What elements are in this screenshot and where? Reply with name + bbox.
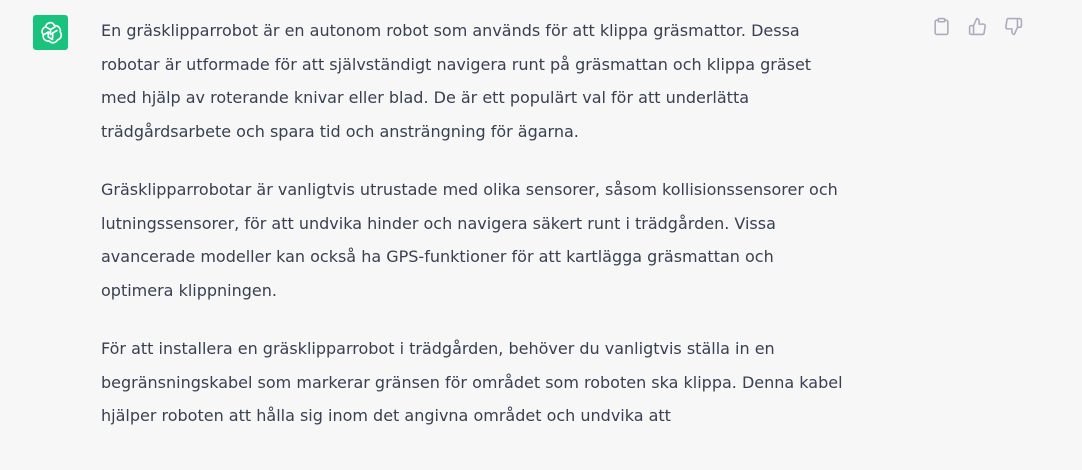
message-actions xyxy=(930,15,1024,37)
paragraph-line: robotar är utformade för att självständigt navigera runt på gräsmattan och klippa gräset xyxy=(101,54,812,74)
paragraph-line: En gräsklipparrobot är en autonom robot som används för att klippa gräsmattor. Dessa xyxy=(101,21,800,40)
thumbs-up-icon xyxy=(968,17,987,36)
paragraph-line: trädgårdsarbete och spara tid och ansträngning för ägarna. xyxy=(101,121,579,141)
message-paragraph xyxy=(101,14,931,148)
paragraph-line: avancerade modeller kan också ha GPS-funktioner för att kartlägga gräsmattan och xyxy=(101,247,774,266)
message-content xyxy=(101,14,931,458)
openai-logo-icon xyxy=(37,19,64,46)
paragraph-line: begränsningskabel som markerar gränsen för området som roboten ska klippa. Denna kabel xyxy=(101,372,843,392)
message-paragraph xyxy=(101,173,931,307)
thumbs-down-button[interactable] xyxy=(1002,15,1024,37)
paragraph-line: med hjälp av roterande knivar eller blad. De är ett populärt val för att underlätta xyxy=(101,88,750,107)
message-paragraph xyxy=(101,332,931,433)
thumbs-up-button[interactable] xyxy=(966,15,988,37)
paragraph-line: För att installera en gräsklipparrobot i trädgården, behöver du vanligtvis ställa in en xyxy=(101,339,775,358)
paragraph-line: hjälper roboten att hålla sig inom det angivna området och undvika att xyxy=(101,406,671,425)
paragraph-line: optimera klippningen. xyxy=(101,280,277,300)
paragraph-line: lutningssensorer, för att undvika hinder och navigera säkert runt i trädgården. Vissa xyxy=(101,213,776,233)
paragraph-line: Gräsklipparrobotar är vanligtvis utrustade med olika sensorer, såsom kollisionssensorer och xyxy=(101,180,838,199)
copy-button[interactable] xyxy=(930,15,952,37)
assistant-avatar xyxy=(33,15,68,50)
thumbs-down-icon xyxy=(1004,17,1023,36)
clipboard-icon xyxy=(932,17,951,36)
